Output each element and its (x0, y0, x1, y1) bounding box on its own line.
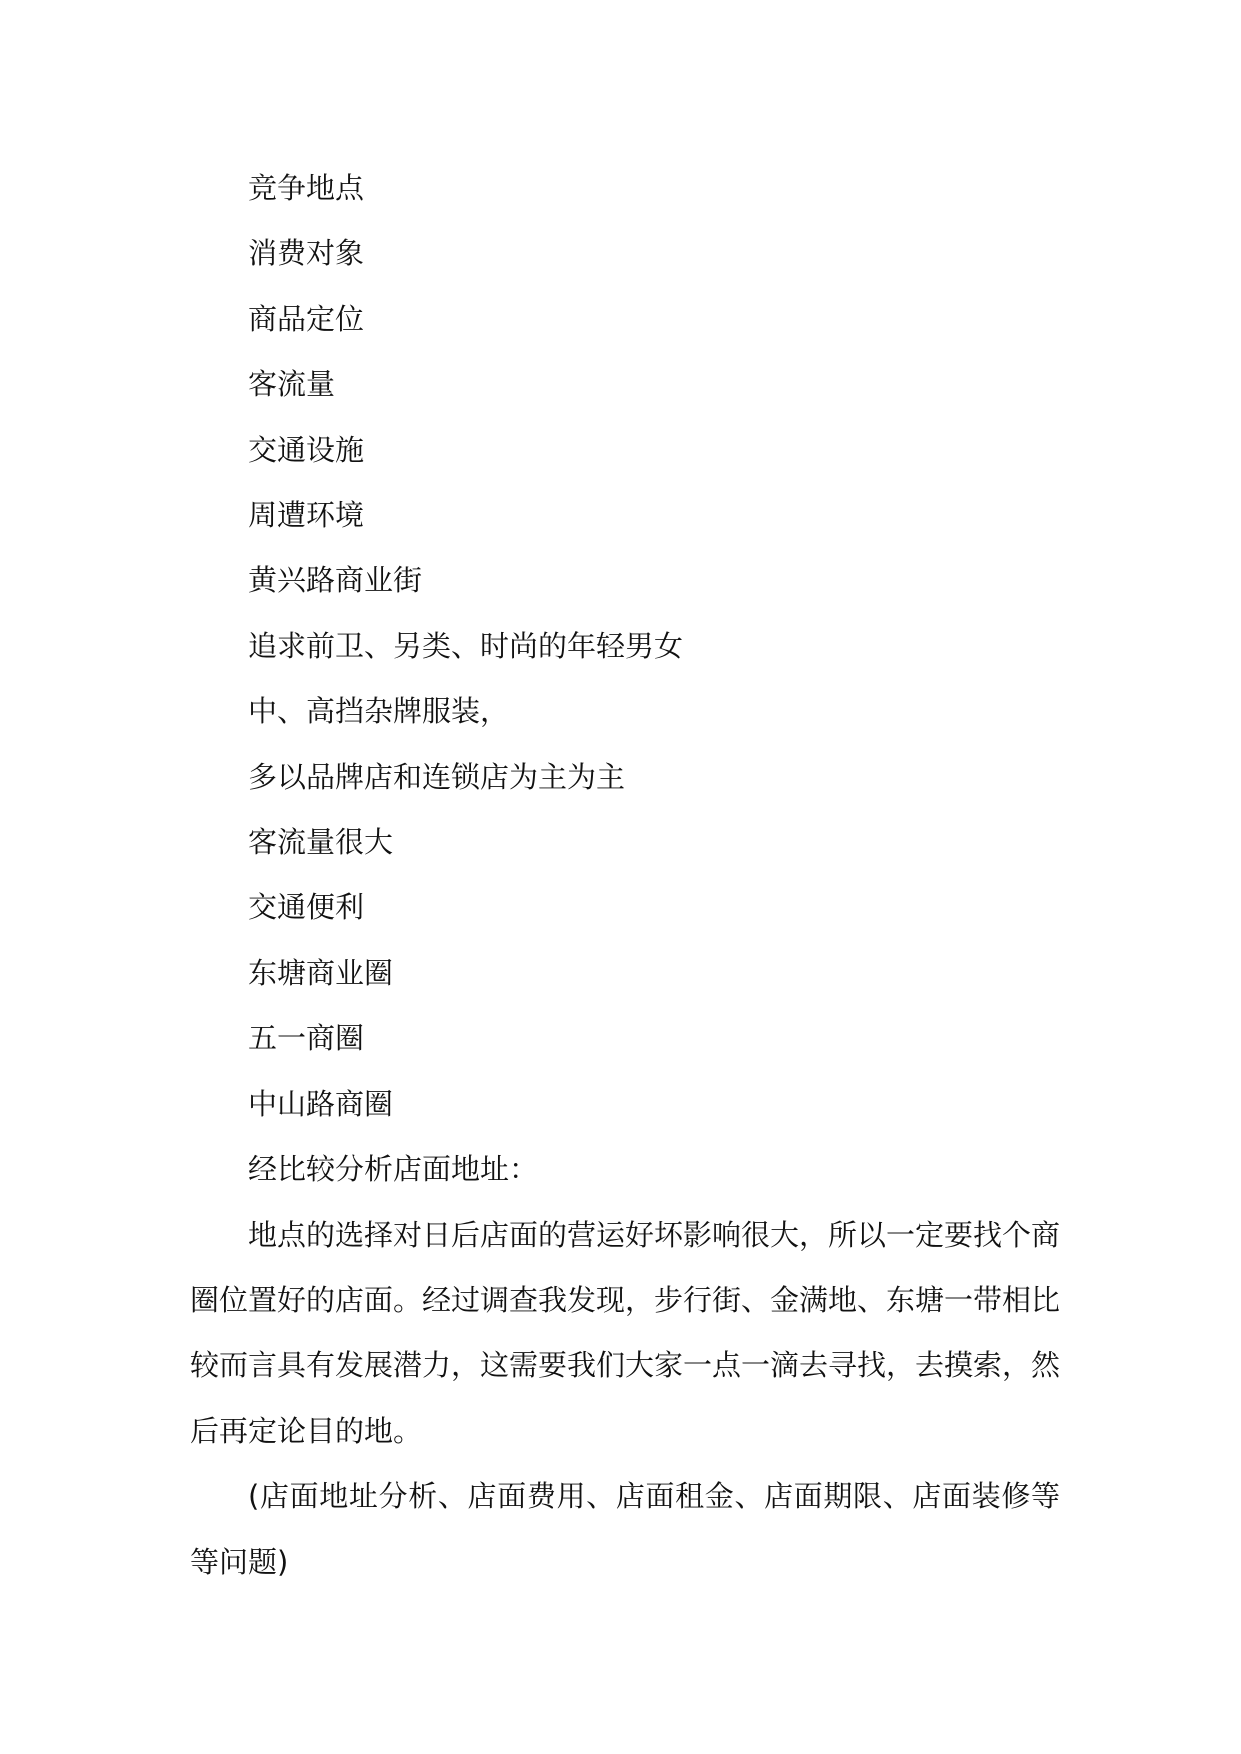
text-line-transport-facilities: 交通设施 (248, 432, 365, 467)
document-body (190, 156, 1060, 1595)
text-line-customer-flow: 客流量 (248, 367, 336, 402)
text-line-analysis-heading: 经比较分析店面地址： (248, 1152, 539, 1187)
text-line-competition-location: 竞争地点 (248, 171, 365, 205)
text-line-clothing-grade: 中、高挡杂牌服装， (248, 694, 510, 729)
text-line-brand-stores: 多以品牌店和连锁店为主为主 (248, 759, 626, 794)
text-line-consumer-target: 消费对象 (248, 236, 365, 271)
text-line-zhongshan-circle: 中山路商圈 (248, 1086, 394, 1121)
text-line-wuyi-circle: 五一商圈 (248, 1021, 365, 1056)
paragraph-location-choice: 地点的选择对日后店面的营运好坏影响很大，所以一定要找个商圈位置好的店面。经过调查我发现，步行街、金满地、东塘一带相比较而言具有发展潜力，这需要我们大家一点一滴去寻找，去摸索，然后再定论目的地。 (190, 1217, 1061, 1448)
text-line-surroundings: 周遭环境 (248, 498, 365, 533)
text-line-huangxing-road: 黄兴路商业街 (248, 563, 423, 598)
text-line-convenient-transport: 交通便利 (248, 890, 365, 925)
text-line-young-customers: 追求前卫、另类、时尚的年轻男女 (248, 628, 684, 663)
paragraph-store-issues: (店面地址分析、店面费用、店面租金、店面期限、店面装修等等问题) (190, 1479, 1060, 1579)
text-line-large-flow: 客流量很大 (248, 825, 394, 860)
text-line-dongtang-circle: 东塘商业圈 (248, 955, 394, 990)
text-line-product-positioning: 商品定位 (248, 301, 365, 336)
